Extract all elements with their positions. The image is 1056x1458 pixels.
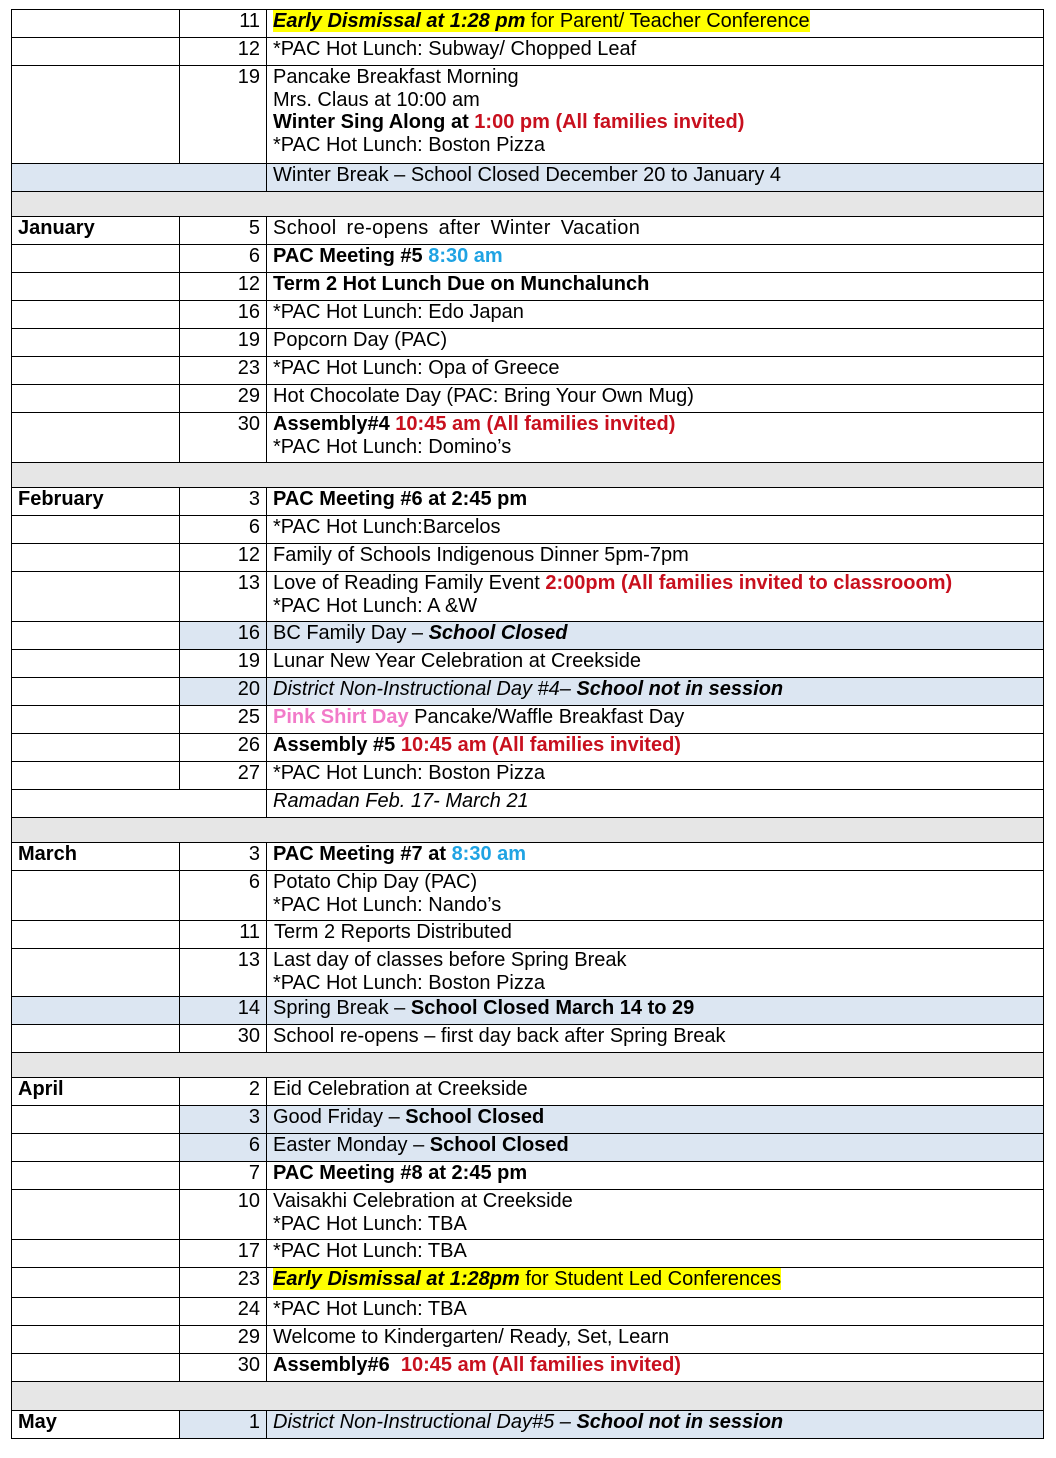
day-cell: 23 (180, 1268, 267, 1298)
month-cell (12, 762, 180, 790)
day-cell: 11 (180, 10, 267, 38)
school-closed-label: School Closed March 14 to 29 (410, 997, 695, 1019)
event-cell (267, 706, 1044, 734)
day-cell: 3 (180, 1106, 267, 1134)
table-row (12, 678, 1044, 706)
month-cell (12, 1025, 180, 1053)
event-line: Mrs. Claus at 10:00 am (273, 88, 480, 111)
event-text: Assembly#6 (273, 1354, 401, 1376)
month-cell (12, 622, 180, 650)
event-cell (267, 1411, 1044, 1439)
month-cell (12, 1268, 180, 1298)
month-cell (12, 544, 180, 572)
month-cell (12, 921, 180, 949)
event-time: 10:45 am (All families invited) (400, 1354, 681, 1376)
event-cell (267, 1106, 1044, 1134)
month-cell (12, 572, 180, 622)
table-row (12, 164, 1044, 192)
event-line: *PAC Hot Lunch: A &W (273, 594, 478, 617)
event-cell: *PAC Hot Lunch: TBA (267, 1240, 1044, 1268)
table-row (12, 217, 1044, 245)
month-cell: March (12, 843, 180, 871)
month-cell: May (12, 1411, 180, 1439)
event-text: PAC Meeting #5 (273, 245, 429, 267)
event-text: for Student Led Conferences (519, 1268, 782, 1290)
event-cell (267, 10, 1044, 38)
day-cell: 6 (180, 871, 267, 921)
school-closed-label: School Closed (429, 1134, 569, 1156)
event-line: Last day of classes before Spring Break (273, 949, 627, 971)
event-time: 8:30 am (428, 245, 503, 267)
event-cell: Family of Schools Indigenous Dinner 5pm-7pm (267, 544, 1044, 572)
event-text: Spring Break – (273, 997, 411, 1019)
school-calendar-table (11, 9, 1044, 1439)
table-row (12, 1268, 1044, 1298)
month-cell (12, 1162, 180, 1190)
table-row (12, 273, 1044, 301)
day-cell: 12 (180, 38, 267, 66)
event-line: *PAC Hot Lunch: Domino’s (273, 435, 512, 458)
month-cell (12, 245, 180, 273)
event-text: Love of Reading Family Event (273, 572, 546, 594)
event-cell: Eid Celebration at Creekside (267, 1078, 1044, 1106)
table-row (12, 650, 1044, 678)
day-cell: 13 (180, 572, 267, 622)
event-cell (267, 1354, 1044, 1382)
month-cell: February (12, 488, 180, 516)
day-cell: 6 (180, 1134, 267, 1162)
table-row (12, 734, 1044, 762)
event-line (273, 572, 1037, 595)
day-cell: 30 (180, 413, 267, 463)
day-cell: 24 (180, 1298, 267, 1326)
table-row (12, 1326, 1044, 1354)
day-cell: 29 (180, 1326, 267, 1354)
month-cell (12, 385, 180, 413)
day-cell: 7 (180, 1162, 267, 1190)
event-text: Easter Monday – (273, 1134, 430, 1156)
blank-cell (12, 790, 267, 818)
school-closed-label: School Closed (428, 622, 568, 644)
day-cell: 29 (180, 385, 267, 413)
table-row (12, 516, 1044, 544)
month-cell (12, 301, 180, 329)
table-row (12, 488, 1044, 516)
table-row (12, 1240, 1044, 1268)
month-cell (12, 734, 180, 762)
early-dismissal-label: Early Dismissal at 1:28 pm (273, 10, 526, 32)
table-row (12, 921, 1044, 949)
month-cell (12, 1106, 180, 1134)
not-in-session-label: School not in session (576, 1411, 784, 1433)
event-cell: *PAC Hot Lunch:Barcelos (267, 516, 1044, 544)
month-cell (12, 273, 180, 301)
day-cell: 17 (180, 1240, 267, 1268)
day-cell: 30 (180, 1354, 267, 1382)
table-row (12, 622, 1044, 650)
separator-row (12, 1382, 1044, 1411)
event-cell: *PAC Hot Lunch: Boston Pizza (267, 762, 1044, 790)
event-cell (267, 1268, 1044, 1298)
day-cell: 2 (180, 1078, 267, 1106)
event-cell (267, 413, 1044, 463)
highlighted-text (273, 10, 810, 32)
event-cell (267, 66, 1044, 164)
event-cell (267, 678, 1044, 706)
event-time: 1:00 pm (All families invited) (474, 111, 745, 133)
event-text: Winter Sing Along at (273, 111, 475, 133)
table-row (12, 10, 1044, 38)
event-cell (267, 245, 1044, 273)
event-cell (267, 622, 1044, 650)
month-cell (12, 66, 180, 164)
day-cell: 26 (180, 734, 267, 762)
month-cell (12, 650, 180, 678)
day-cell: 13 (180, 949, 267, 997)
day-cell: 25 (180, 706, 267, 734)
event-cell: School re-opens – first day back after Spring Break (267, 1025, 1044, 1053)
month-cell (12, 1134, 180, 1162)
event-cell: Hot Chocolate Day (PAC: Bring Your Own Mug) (267, 385, 1044, 413)
event-line: *PAC Hot Lunch: TBA (273, 1212, 467, 1235)
day-cell: 10 (180, 1190, 267, 1240)
event-cell (267, 997, 1044, 1025)
pink-shirt-day-label: Pink Shirt Day (273, 706, 409, 728)
day-cell: 3 (180, 843, 267, 871)
table-row (12, 544, 1044, 572)
table-row (12, 949, 1044, 997)
table-row (12, 1298, 1044, 1326)
event-cell (267, 843, 1044, 871)
event-time: 10:45 am (All families invited) (395, 413, 676, 435)
event-text: Good Friday – (273, 1106, 406, 1128)
event-cell: Winter Break – School Closed December 20 to January 4 (267, 164, 1044, 192)
month-cell (12, 329, 180, 357)
event-cell: Lunar New Year Celebration at Creekside (267, 650, 1044, 678)
day-cell: 1 (180, 1411, 267, 1439)
month-cell (12, 516, 180, 544)
month-cell (12, 1354, 180, 1382)
event-time: 8:30 am (451, 843, 527, 865)
event-text: BC Family Day – (273, 622, 429, 644)
day-cell: 19 (180, 66, 267, 164)
table-row (12, 843, 1044, 871)
table-row (12, 1190, 1044, 1240)
day-cell: 6 (180, 245, 267, 273)
table-row (12, 572, 1044, 622)
event-text: Assembly #5 (273, 734, 401, 756)
table-row (12, 1025, 1044, 1053)
table-row (12, 1162, 1044, 1190)
month-cell (12, 1240, 180, 1268)
table-row (12, 1354, 1044, 1382)
event-text: District Non-Instructional Day #4– (273, 678, 577, 700)
event-time: 10:45 am (All families invited) (400, 734, 681, 756)
not-in-session-label: School not in session (576, 678, 784, 700)
early-dismissal-label: Early Dismissal at 1:28pm (273, 1268, 520, 1290)
event-cell (267, 572, 1044, 622)
month-cell (12, 357, 180, 385)
month-cell (12, 678, 180, 706)
event-text: Pancake/Waffle Breakfast Day (408, 706, 685, 728)
event-cell: *PAC Hot Lunch: Opa of Greece (267, 357, 1044, 385)
month-cell: January (12, 217, 180, 245)
event-line: *PAC Hot Lunch: Boston Pizza (273, 133, 545, 156)
month-cell: April (12, 1078, 180, 1106)
table-row (12, 66, 1044, 164)
table-row (12, 790, 1044, 818)
day-cell: 19 (180, 650, 267, 678)
table-row (12, 706, 1044, 734)
day-cell: 16 (180, 622, 267, 650)
table-row (12, 997, 1044, 1025)
day-cell: 23 (180, 357, 267, 385)
table-row (12, 413, 1044, 463)
day-cell: 11 (180, 921, 267, 949)
day-cell: 12 (180, 544, 267, 572)
day-cell: 6 (180, 516, 267, 544)
day-cell: 20 (180, 678, 267, 706)
event-cell: PAC Meeting #8 at 2:45 pm (267, 1162, 1044, 1190)
table-row (12, 245, 1044, 273)
day-cell: 3 (180, 488, 267, 516)
event-cell (267, 949, 1044, 997)
table-row (12, 385, 1044, 413)
event-cell: Term 2 Hot Lunch Due on Munchalunch (267, 273, 1044, 301)
event-text: PAC Meeting #7 at (273, 843, 452, 865)
separator-row (12, 192, 1044, 217)
day-cell: 27 (180, 762, 267, 790)
event-cell (267, 1190, 1044, 1240)
table-row (12, 357, 1044, 385)
table-row (12, 1411, 1044, 1439)
separator-row (12, 818, 1044, 843)
table-row (12, 1106, 1044, 1134)
event-cell: *PAC Hot Lunch: Subway/ Chopped Leaf (267, 38, 1044, 66)
table-row (12, 301, 1044, 329)
month-cell (12, 706, 180, 734)
event-line: *PAC Hot Lunch: Boston Pizza (273, 971, 545, 994)
event-cell: School re-opens after Winter Vacation (267, 217, 1044, 245)
table-row (12, 38, 1044, 66)
event-time: 2:00pm (All families invited to classrooom) (545, 572, 953, 594)
event-line: Pancake Breakfast Morning (273, 66, 519, 88)
day-cell: 12 (180, 273, 267, 301)
event-line: *PAC Hot Lunch: Nando’s (273, 893, 502, 916)
event-line (273, 111, 1037, 134)
highlighted-text (273, 1268, 781, 1290)
event-line (273, 413, 1037, 436)
event-line: Potato Chip Day (PAC) (273, 871, 478, 893)
month-cell (12, 38, 180, 66)
table-row (12, 1078, 1044, 1106)
day-cell: 14 (180, 997, 267, 1025)
event-line: Vaisakhi Celebration at Creekside (273, 1190, 573, 1212)
event-cell: Ramadan Feb. 17- March 21 (267, 790, 1044, 818)
table-row (12, 762, 1044, 790)
month-cell (12, 949, 180, 997)
blank-cell (12, 164, 267, 192)
month-cell (12, 10, 180, 38)
table-row (12, 871, 1044, 921)
event-cell: Popcorn Day (PAC) (267, 329, 1044, 357)
event-cell: PAC Meeting #6 at 2:45 pm (267, 488, 1044, 516)
table-row (12, 329, 1044, 357)
event-text: District Non-Instructional Day#5 – (273, 1411, 577, 1433)
day-cell: 16 (180, 301, 267, 329)
separator-row (12, 1053, 1044, 1078)
event-cell (267, 734, 1044, 762)
month-cell (12, 413, 180, 463)
month-cell (12, 1326, 180, 1354)
event-text: Assembly#4 (273, 413, 396, 435)
month-cell (12, 997, 180, 1025)
event-cell: Welcome to Kindergarten/ Ready, Set, Learn (267, 1326, 1044, 1354)
month-cell (12, 1298, 180, 1326)
event-cell: *PAC Hot Lunch: TBA (267, 1298, 1044, 1326)
event-cell: Term 2 Reports Distributed (267, 921, 1044, 949)
event-text: for Parent/ Teacher Conference (525, 10, 810, 32)
event-cell (267, 1134, 1044, 1162)
day-cell: 30 (180, 1025, 267, 1053)
school-closed-label: School Closed (405, 1106, 545, 1128)
separator-row (12, 463, 1044, 488)
event-cell (267, 871, 1044, 921)
event-cell: *PAC Hot Lunch: Edo Japan (267, 301, 1044, 329)
day-cell: 19 (180, 329, 267, 357)
month-cell (12, 871, 180, 921)
table-row (12, 1134, 1044, 1162)
month-cell (12, 1190, 180, 1240)
day-cell: 5 (180, 217, 267, 245)
